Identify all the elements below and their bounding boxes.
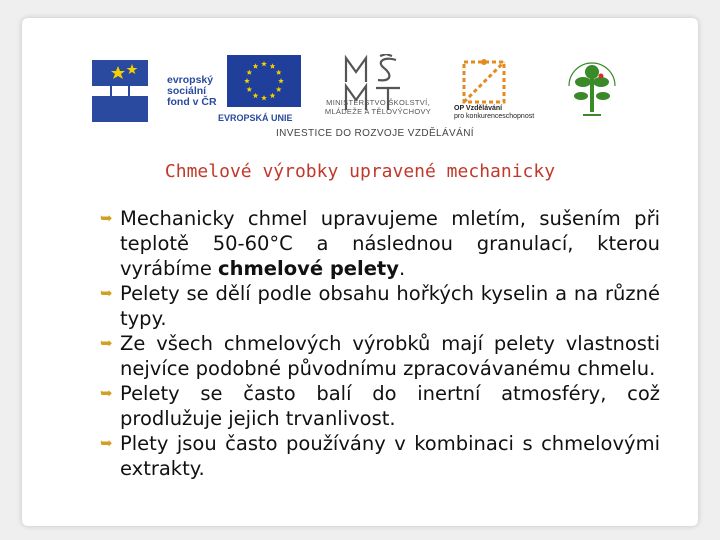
- bullet-item: [100, 281, 660, 331]
- bullet-item: [100, 206, 660, 281]
- slide: [22, 18, 698, 526]
- school-emblem-icon: [557, 46, 627, 136]
- arrow-bullet-icon: ➥: [100, 284, 113, 302]
- op-logo: [460, 58, 508, 106]
- msmt-text-line: MLÁDEŽE A TĚLOVÝCHOVY: [324, 107, 432, 116]
- bullet-list: [100, 206, 660, 481]
- esf-text-line: sociální: [167, 85, 207, 97]
- bullet-bold-text: chmelové pelety: [218, 257, 399, 280]
- arrow-bullet-icon: ➥: [100, 434, 113, 452]
- arrow-bullet-icon: ➥: [100, 334, 113, 352]
- msmt-text: [308, 98, 448, 116]
- logo-banner: [22, 18, 698, 148]
- msmt-text-line: MINISTERSTVO ŠKOLSTVÍ,: [326, 98, 430, 107]
- eu-flag-icon: [227, 55, 301, 107]
- bullet-text: Pelety se často balí do inertní atmosféry, což prodlužuje jejich trvanlivost.: [120, 382, 660, 430]
- slide-title: Chmelové výrobky upravené mechanicky: [164, 161, 556, 182]
- bullet-text: Ze všech chmelových výrobků mají pelety vlastnosti nejvíce podobné původnímu zpracovávanému chmelu.: [120, 332, 660, 380]
- bullet-tail: .: [398, 257, 406, 280]
- bullet-text: Mechanicky chmel upravujeme mletím, sušením při teplotě 50-60°C a následnou granulací, kterou vyrábíme: [120, 207, 660, 280]
- op-text-line: pro konkurenceschopnost: [454, 113, 535, 120]
- eu-label: EVROPSKÁ UNIE: [218, 113, 293, 123]
- op-text: [454, 105, 554, 121]
- arrow-bullet-icon: ➥: [100, 384, 113, 402]
- bullet-item: [100, 431, 660, 481]
- bullet-item: [100, 381, 660, 431]
- esf-text-line: fond v ČR: [167, 96, 217, 108]
- bullet-text: Plety jsou často používány v kombinaci s chmelovými extrakty.: [120, 432, 660, 480]
- bullet-text: Pelety se dělí podle obsahu hořkých kyselin a na různé typy.: [120, 282, 660, 330]
- investice-caption: INVESTICE DO ROZVOJE VZDĚLÁVÁNÍ: [276, 128, 474, 139]
- bullet-item: [100, 331, 660, 381]
- esf-text-line: evropský: [167, 74, 214, 86]
- op-text-line: OP Vzdělávání: [454, 105, 503, 112]
- arrow-bullet-icon: ➥: [100, 209, 113, 227]
- esf-text: [167, 75, 217, 108]
